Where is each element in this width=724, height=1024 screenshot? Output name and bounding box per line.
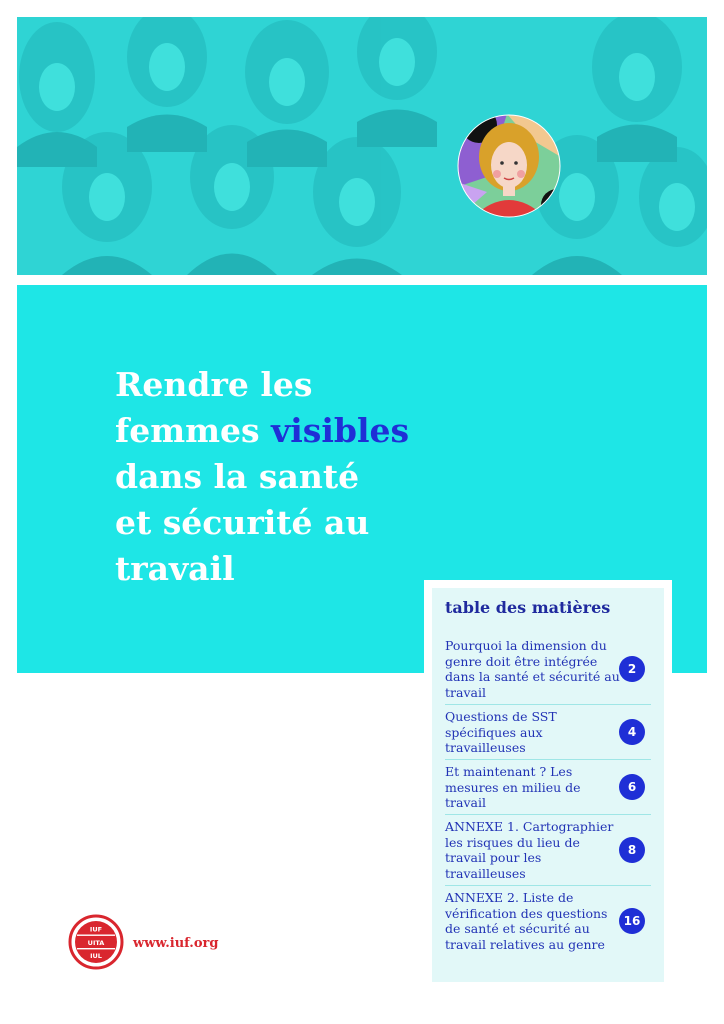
toc-item-text: Pourquoi la dimension du genre doit être intégrée dans la santé et sécurité au travail [445,638,620,700]
logo-text-iuf: IUF [89,925,103,934]
toc-item-3[interactable] [445,764,655,811]
title-highlight-word: visibles [271,411,410,450]
toc-item-text: Et maintenant ? Les mesures en milieu de travail [445,764,581,810]
title-line-5: travail [115,549,235,588]
website-link[interactable]: www.iuf.org [133,936,219,951]
toc-divider [445,704,651,705]
toc-divider [445,885,651,886]
women-crowd-illustration [17,17,707,275]
title-line-2: femmes [115,411,272,450]
title-line-1: Rendre les [115,365,313,404]
toc-divider [445,759,651,760]
toc-heading: table des matières [445,598,611,617]
page-number-badge: 6 [619,774,645,800]
toc-item-2[interactable] [445,709,655,756]
toc-item-text: ANNEXE 1. Cartographier les risques du lieu de travail pour les travailleuses [445,819,614,881]
page-number-badge: 8 [619,837,645,863]
page-number-badge: 16 [619,908,645,934]
toc-item-5[interactable] [445,890,655,952]
toc-item-4[interactable] [445,819,655,881]
page-number-badge: 2 [619,656,645,682]
document-title [115,362,409,592]
title-line-3: dans la santé [115,457,360,496]
toc-divider [445,814,651,815]
logo-text-iul: IUL [90,952,102,960]
toc-item-text: ANNEXE 2. Liste de vérification des questions de santé et sécurité au travail relatives au genre [445,890,608,952]
table-of-contents [432,588,664,982]
toc-item-text: Questions de SST spécifiques aux travailleuses [445,709,557,755]
page-number-badge: 4 [619,719,645,745]
logo-text-uita: UITA [87,939,105,947]
title-line-4: et sécurité au [115,503,370,542]
iuf-logo [68,914,124,970]
hero-illustration [17,17,707,275]
toc-item-1[interactable] [445,638,655,700]
